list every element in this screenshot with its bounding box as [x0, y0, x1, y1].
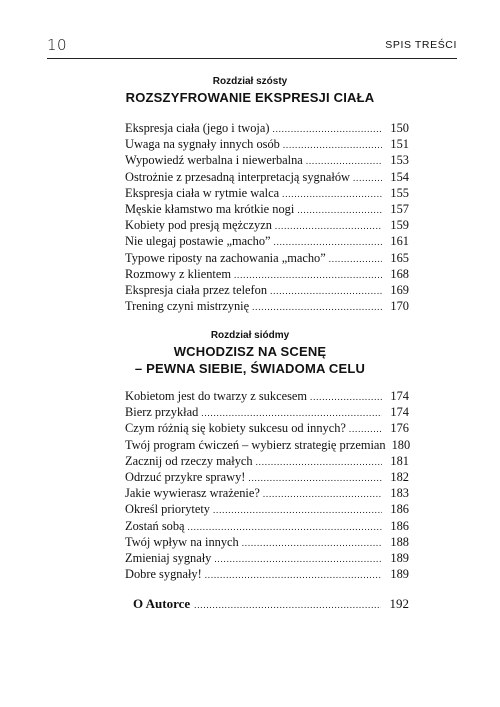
page-header [47, 36, 457, 59]
toc-entry-title: O Autorce [133, 596, 191, 611]
chapter-6-toc [125, 121, 409, 315]
toc-entry[interactable] [125, 454, 409, 470]
toc-entry[interactable] [125, 251, 409, 267]
dot-leader [234, 270, 382, 280]
dot-leader [270, 286, 382, 296]
toc-entry[interactable] [125, 486, 409, 502]
dot-leader [263, 489, 382, 499]
toc-entry-title: Określ priorytety [125, 502, 210, 517]
toc-entry[interactable] [125, 567, 409, 583]
toc-entry[interactable] [125, 234, 409, 250]
dot-leader [194, 600, 381, 610]
toc-entry-page: 165 [390, 250, 409, 265]
dot-leader [297, 205, 382, 215]
toc-entry[interactable] [125, 283, 409, 299]
page-number: 10 [47, 36, 68, 54]
toc-entry-page: 155 [390, 185, 409, 200]
dot-leader [201, 408, 382, 418]
toc-entry-page: 150 [390, 121, 409, 135]
toc-entry-title: Twój wpływ na innych [125, 534, 239, 549]
toc-entry-title: Rozmowy z klientem [125, 266, 231, 281]
dot-leader [310, 392, 382, 402]
toc-entry[interactable] [125, 137, 409, 153]
toc-entry[interactable] [125, 519, 409, 535]
chapter-7-title-line2: – PEWNA SIEBIE, ŚWIADOMA CELU [134, 361, 366, 376]
dot-leader [282, 189, 382, 199]
toc-entry-page: 180 [391, 437, 411, 452]
toc-entry[interactable] [125, 438, 409, 454]
toc-entry-page: 189 [390, 567, 409, 582]
dot-leader [242, 538, 382, 548]
toc-entry[interactable] [125, 121, 409, 137]
toc-entry-page: 189 [390, 550, 409, 565]
toc-entry-page: 188 [390, 534, 409, 549]
toc-entry-title: Typowe riposty na zachowania „macho” [125, 250, 326, 265]
toc-entry[interactable] [125, 502, 409, 518]
chapter-6-label: Rozdział szósty [212, 76, 288, 87]
toc-entry-title: Zostań sobą [125, 518, 185, 533]
dot-leader [205, 570, 382, 580]
dot-leader [349, 424, 382, 434]
toc-entry[interactable] [125, 267, 409, 283]
toc-entry[interactable] [125, 186, 409, 202]
toc-entry-page: 182 [390, 469, 409, 484]
toc-entry-page: 168 [390, 266, 409, 281]
toc-entry-title: Trening czyni mistrzynię [125, 299, 250, 314]
toc-entry[interactable] [125, 470, 409, 486]
toc-entry-title: Twój program ćwiczeń – wybierz strategię przemian [125, 437, 386, 452]
toc-entry-page: 192 [389, 596, 409, 611]
toc-entry-title: Ekspresja ciała przez telefon [125, 282, 268, 297]
dot-leader [274, 237, 382, 247]
toc-entry-page: 169 [390, 282, 409, 297]
toc-entry-title: Czym różnią się kobiety sukcesu od innych? [125, 421, 346, 436]
toc-entry-page: 157 [390, 201, 409, 216]
dot-leader [214, 554, 382, 564]
dot-leader [213, 505, 382, 515]
toc-entry[interactable] [125, 551, 409, 567]
chapter-7-toc [125, 389, 409, 583]
toc-entry-title: Odrzuć przykre sprawy! [125, 469, 246, 484]
toc-entry-page: 151 [390, 137, 409, 152]
toc-entry-page: 176 [390, 421, 409, 436]
toc-entry-title: Dobre sygnały! [125, 567, 202, 582]
toc-entry-page: 183 [390, 486, 409, 501]
toc-entry-title: Kobietom jest do twarzy z sukcesem [125, 389, 308, 403]
dot-leader [353, 173, 382, 183]
toc-entry-page: 170 [390, 299, 409, 314]
toc-entry-title: Ostrożnie z przesadną interpretacją sygnałów [125, 169, 350, 184]
dot-leader [275, 221, 382, 231]
toc-entry-page: 161 [390, 234, 409, 249]
chapter-6-title: ROZSZYFROWANIE EKSPRESJI CIAŁA [125, 90, 375, 105]
dot-leader [329, 254, 382, 264]
toc-entry-title: Uwaga na sygnały innych osób [125, 137, 280, 152]
running-head: SPIS TREŚCI [385, 39, 457, 51]
dot-leader [273, 124, 382, 134]
toc-entry[interactable] [125, 405, 409, 421]
toc-entry[interactable] [125, 421, 409, 437]
toc-entry-title: Bierz przykład [125, 405, 199, 420]
dot-leader [188, 522, 382, 532]
toc-entry-title: Nie ulegaj postawie „macho” [125, 234, 271, 249]
toc-entry-title: Zacznij od rzeczy małych [125, 453, 253, 468]
toc-entry-page: 186 [390, 502, 409, 517]
toc-entry-title: Ekspresja ciała (jego i twoja) [125, 121, 270, 135]
toc-entry-author[interactable] [133, 596, 409, 612]
dot-leader [248, 473, 382, 483]
toc-entry-page: 153 [390, 153, 409, 168]
toc-entry-page: 174 [390, 405, 409, 420]
dot-leader [283, 140, 382, 150]
dot-leader [252, 302, 382, 312]
toc-entry-page: 181 [390, 453, 409, 468]
toc-entry-page: 154 [390, 169, 409, 184]
toc-entry-page: 159 [390, 218, 409, 233]
toc-entry-title: Jakie wywierasz wrażenie? [125, 486, 260, 501]
chapter-7-label: Rozdział siódmy [210, 330, 290, 341]
toc-entry-page: 174 [390, 389, 409, 403]
toc-entry-title: Kobiety pod presją mężczyzn [125, 218, 272, 233]
toc-entry-title: Męskie kłamstwo ma krótkie nogi [125, 201, 295, 216]
toc-entry[interactable] [125, 153, 409, 169]
toc-entry[interactable] [125, 389, 409, 405]
toc-entry[interactable] [125, 535, 409, 551]
toc-entry-page: 186 [390, 518, 409, 533]
dot-leader [306, 156, 382, 166]
toc-entry[interactable] [125, 170, 409, 186]
toc-entry[interactable] [125, 202, 409, 218]
toc-entry[interactable] [125, 218, 409, 234]
toc-entry-title: Zmieniaj sygnały [125, 550, 212, 565]
toc-entry-title: Ekspresja ciała w rytmie walca [125, 185, 280, 200]
dot-leader [256, 457, 382, 467]
toc-entry-title: Wypowiedź werbalna i niewerbalna [125, 153, 303, 168]
chapter-7-title-line1: WCHODZISZ NA SCENĘ [173, 344, 327, 359]
toc-entry[interactable] [125, 299, 409, 315]
